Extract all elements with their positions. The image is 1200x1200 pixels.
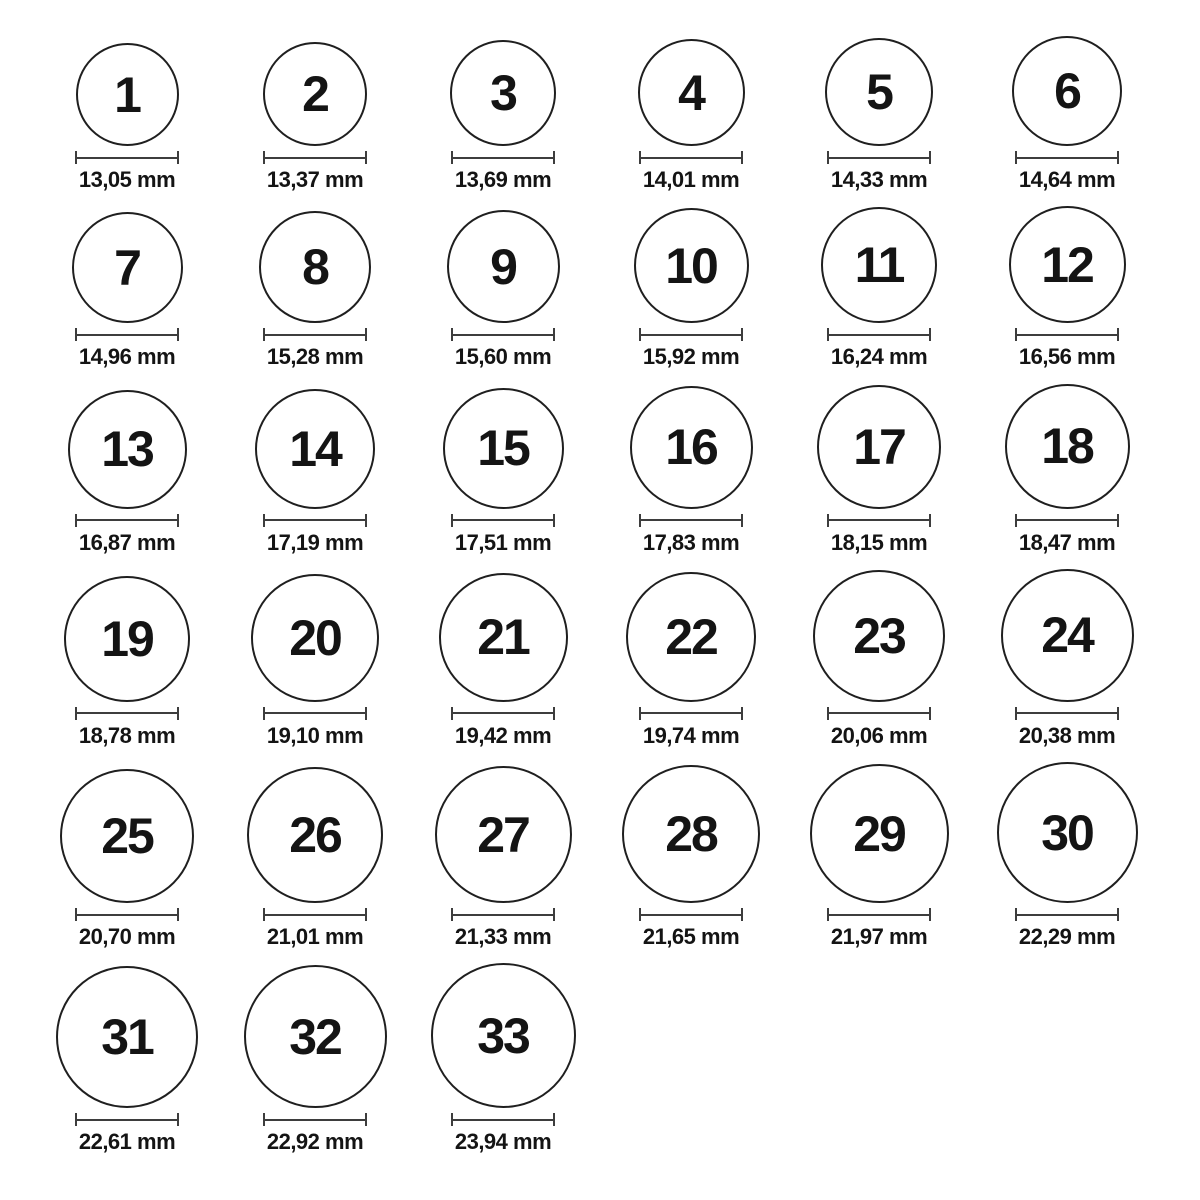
dimension-tick-right <box>929 151 931 164</box>
ring-circle <box>825 38 933 146</box>
diameter-dimension-line <box>827 707 931 720</box>
dimension-tick-right <box>177 514 179 527</box>
ring-circle <box>60 769 194 903</box>
dimension-bar <box>829 334 929 336</box>
dimension-tick-right <box>365 1113 367 1126</box>
ring-size-item <box>221 42 409 192</box>
ring-size-number: 18 <box>1041 418 1093 475</box>
ring-size-number: 29 <box>853 805 905 862</box>
ring-size-number: 14 <box>289 420 341 477</box>
dimension-bar <box>265 157 365 159</box>
dimension-tick-right <box>177 1113 179 1126</box>
ring-circle <box>443 388 564 509</box>
diameter-label: 15,92 mm <box>642 344 740 370</box>
diameter-dimension-line <box>75 328 179 341</box>
ring-size-item <box>33 43 221 192</box>
ring-size-number: 2 <box>302 66 328 122</box>
diameter-dimension-line <box>451 908 555 921</box>
ring-size-number: 26 <box>289 807 341 864</box>
dimension-tick-right <box>177 707 179 720</box>
diameter-label: 18,47 mm <box>1018 529 1116 555</box>
dimension-tick-right <box>741 151 743 164</box>
ring-circle <box>447 210 560 323</box>
ring-size-item <box>221 211 409 369</box>
dimension-tick-right <box>741 328 743 341</box>
dimension-bar <box>77 157 177 159</box>
ring-size-item <box>785 38 973 192</box>
ring-size-number: 23 <box>853 607 905 664</box>
dimension-tick-right <box>553 1113 555 1126</box>
ring-circle <box>450 40 556 146</box>
dimension-tick-right <box>1117 707 1119 720</box>
diameter-dimension-line <box>639 151 743 164</box>
dimension-bar <box>829 712 929 714</box>
ring-size-row <box>33 384 1200 555</box>
ring-size-number: 20 <box>289 609 341 666</box>
ring-size-item <box>973 762 1161 949</box>
dimension-bar <box>641 157 741 159</box>
ring-circle <box>259 211 371 323</box>
diameter-dimension-line <box>827 908 931 921</box>
diameter-label: 13,69 mm <box>454 167 552 192</box>
ring-size-number: 8 <box>302 239 328 296</box>
ring-size-row <box>33 36 1200 192</box>
ring-size-number: 33 <box>477 1007 529 1064</box>
dimension-bar <box>77 914 177 916</box>
dimension-tick-right <box>1117 514 1119 527</box>
dimension-bar <box>829 914 929 916</box>
dimension-bar <box>641 334 741 336</box>
dimension-bar <box>265 1119 365 1121</box>
dimension-bar <box>77 334 177 336</box>
dimension-tick-right <box>553 908 555 921</box>
ring-size-number: 17 <box>853 418 905 475</box>
ring-size-number: 15 <box>477 420 529 477</box>
ring-size-item <box>973 384 1161 555</box>
ring-size-item <box>409 40 597 192</box>
diameter-label: 21,33 mm <box>454 924 552 950</box>
diameter-label: 15,60 mm <box>454 344 552 370</box>
diameter-label: 21,65 mm <box>642 924 740 950</box>
dimension-bar <box>641 519 741 521</box>
dimension-bar <box>265 334 365 336</box>
ring-size-item <box>597 39 785 192</box>
ring-size-item <box>409 766 597 949</box>
diameter-label: 14,64 mm <box>1018 167 1116 192</box>
diameter-dimension-line <box>639 707 743 720</box>
diameter-dimension-line <box>75 908 179 921</box>
dimension-tick-right <box>365 514 367 527</box>
ring-size-item <box>785 207 973 369</box>
diameter-label: 22,61 mm <box>78 1129 176 1155</box>
dimension-tick-right <box>929 908 931 921</box>
dimension-tick-right <box>929 328 931 341</box>
ring-circle <box>1009 206 1126 323</box>
dimension-tick-right <box>553 328 555 341</box>
ring-size-number: 32 <box>289 1008 341 1065</box>
diameter-label: 20,70 mm <box>78 924 176 950</box>
dimension-tick-right <box>553 514 555 527</box>
ring-circle <box>263 42 367 146</box>
ring-size-number: 13 <box>101 421 153 478</box>
ring-circle <box>1001 569 1134 702</box>
diameter-dimension-line <box>1015 707 1119 720</box>
ring-size-item <box>33 576 221 748</box>
ring-circle <box>626 572 756 702</box>
ring-size-item <box>33 769 221 949</box>
ring-size-item <box>597 208 785 369</box>
diameter-dimension-line <box>639 328 743 341</box>
ring-circle <box>255 389 375 509</box>
ring-size-item <box>221 389 409 555</box>
ring-size-item <box>409 388 597 555</box>
dimension-bar <box>77 1119 177 1121</box>
ring-size-number: 31 <box>101 1009 153 1066</box>
dimension-tick-right <box>929 514 931 527</box>
diameter-dimension-line <box>263 514 367 527</box>
dimension-bar <box>453 914 553 916</box>
dimension-bar <box>1017 334 1117 336</box>
dimension-tick-right <box>365 908 367 921</box>
ring-size-item <box>597 765 785 949</box>
diameter-label: 17,83 mm <box>642 529 740 555</box>
diameter-label: 23,94 mm <box>454 1129 552 1155</box>
ring-size-number: 10 <box>665 237 717 294</box>
ring-size-number: 5 <box>866 64 892 120</box>
diameter-dimension-line <box>1015 514 1119 527</box>
ring-circle <box>435 766 572 903</box>
diameter-label: 14,96 mm <box>78 344 176 370</box>
dimension-bar <box>77 712 177 714</box>
dimension-bar <box>1017 519 1117 521</box>
diameter-dimension-line <box>1015 908 1119 921</box>
ring-circle <box>56 966 198 1108</box>
diameter-label: 14,01 mm <box>642 167 740 192</box>
diameter-dimension-line <box>451 707 555 720</box>
ring-size-item <box>973 206 1161 369</box>
ring-size-item <box>973 36 1161 192</box>
dimension-tick-right <box>741 908 743 921</box>
ring-size-item <box>221 965 409 1154</box>
ring-size-item <box>409 573 597 748</box>
diameter-dimension-line <box>451 514 555 527</box>
ring-circle <box>810 764 949 903</box>
dimension-bar <box>641 712 741 714</box>
diameter-dimension-line <box>1015 151 1119 164</box>
ring-circle <box>64 576 190 702</box>
ring-circle <box>247 767 383 903</box>
ring-size-number: 6 <box>1054 63 1080 119</box>
dimension-bar <box>77 519 177 521</box>
ring-size-number: 22 <box>665 608 717 665</box>
dimension-tick-right <box>365 707 367 720</box>
ring-size-row <box>33 762 1200 949</box>
dimension-tick-right <box>741 707 743 720</box>
dimension-tick-right <box>1117 328 1119 341</box>
ring-circle <box>638 39 745 146</box>
dimension-tick-right <box>365 328 367 341</box>
diameter-label: 19,42 mm <box>454 722 552 748</box>
ring-circle <box>817 385 941 509</box>
ring-size-item <box>33 212 221 369</box>
ring-size-number: 19 <box>101 610 153 667</box>
ring-circle <box>622 765 760 903</box>
ring-circle <box>630 386 753 509</box>
ring-size-row <box>33 569 1200 748</box>
diameter-label: 19,74 mm <box>642 722 740 748</box>
dimension-bar <box>453 519 553 521</box>
ring-size-item <box>785 385 973 555</box>
diameter-dimension-line <box>827 328 931 341</box>
dimension-bar <box>453 157 553 159</box>
ring-circle <box>251 574 379 702</box>
dimension-tick-right <box>553 707 555 720</box>
diameter-dimension-line <box>75 151 179 164</box>
ring-size-item <box>597 386 785 555</box>
diameter-dimension-line <box>75 707 179 720</box>
dimension-bar <box>265 519 365 521</box>
ring-size-item <box>221 767 409 949</box>
ring-size-number: 4 <box>678 64 704 121</box>
ring-size-number: 30 <box>1041 804 1093 861</box>
dimension-tick-right <box>741 514 743 527</box>
diameter-dimension-line <box>75 514 179 527</box>
diameter-label: 16,87 mm <box>78 529 176 555</box>
dimension-bar <box>1017 914 1117 916</box>
diameter-dimension-line <box>263 908 367 921</box>
diameter-label: 21,01 mm <box>266 924 364 950</box>
ring-circle <box>997 762 1138 903</box>
ring-size-item <box>409 210 597 369</box>
ring-size-number: 7 <box>114 239 140 296</box>
dimension-bar <box>453 1119 553 1121</box>
ring-size-number: 11 <box>854 237 904 294</box>
ring-size-item <box>785 570 973 748</box>
ring-size-number: 12 <box>1041 236 1093 293</box>
diameter-dimension-line <box>263 1113 367 1126</box>
ring-size-number: 27 <box>477 806 529 863</box>
ring-circle <box>431 963 576 1108</box>
ring-size-item <box>221 574 409 748</box>
diameter-label: 13,05 mm <box>78 167 176 192</box>
diameter-label: 18,78 mm <box>78 722 176 748</box>
diameter-label: 19,10 mm <box>266 722 364 748</box>
ring-size-row <box>33 963 1200 1154</box>
ring-size-item <box>973 569 1161 748</box>
ring-size-number: 24 <box>1041 607 1093 664</box>
ring-size-number: 25 <box>101 808 153 865</box>
ring-size-item <box>409 963 597 1154</box>
diameter-label: 22,92 mm <box>266 1129 364 1155</box>
diameter-dimension-line <box>451 1113 555 1126</box>
dimension-tick-right <box>177 908 179 921</box>
ring-circle <box>439 573 568 702</box>
ring-size-item <box>785 764 973 949</box>
dimension-bar <box>453 334 553 336</box>
diameter-dimension-line <box>827 151 931 164</box>
diameter-label: 14,33 mm <box>830 167 928 192</box>
ring-circle <box>68 390 187 509</box>
dimension-bar <box>829 519 929 521</box>
ring-size-number: 1 <box>114 66 140 123</box>
ring-circle <box>1012 36 1122 146</box>
diameter-dimension-line <box>263 328 367 341</box>
ring-size-number: 28 <box>665 806 717 863</box>
diameter-dimension-line <box>75 1113 179 1126</box>
dimension-bar <box>829 157 929 159</box>
diameter-label: 15,28 mm <box>266 344 364 370</box>
diameter-label: 21,97 mm <box>830 924 928 950</box>
ring-circle <box>821 207 937 323</box>
diameter-dimension-line <box>639 514 743 527</box>
diameter-label: 16,56 mm <box>1018 344 1116 370</box>
ring-size-item <box>597 572 785 748</box>
ring-circle <box>1005 384 1130 509</box>
ring-size-item <box>33 390 221 555</box>
diameter-dimension-line <box>451 328 555 341</box>
dimension-tick-right <box>365 151 367 164</box>
ring-size-number: 3 <box>490 65 516 121</box>
ring-circle <box>813 570 945 702</box>
ring-size-item <box>33 966 221 1154</box>
dimension-bar <box>1017 712 1117 714</box>
diameter-label: 16,24 mm <box>830 344 928 370</box>
diameter-label: 22,29 mm <box>1018 924 1116 950</box>
diameter-dimension-line <box>639 908 743 921</box>
diameter-label: 20,06 mm <box>830 722 928 748</box>
dimension-bar <box>265 914 365 916</box>
diameter-dimension-line <box>827 514 931 527</box>
diameter-dimension-line <box>263 707 367 720</box>
dimension-tick-right <box>177 328 179 341</box>
dimension-bar <box>1017 157 1117 159</box>
dimension-bar <box>265 712 365 714</box>
diameter-dimension-line <box>263 151 367 164</box>
dimension-bar <box>641 914 741 916</box>
dimension-tick-right <box>929 707 931 720</box>
diameter-label: 20,38 mm <box>1018 722 1116 748</box>
diameter-dimension-line <box>1015 328 1119 341</box>
dimension-bar <box>453 712 553 714</box>
ring-circle <box>72 212 183 323</box>
dimension-tick-right <box>1117 908 1119 921</box>
diameter-label: 17,19 mm <box>266 529 364 555</box>
ring-circle <box>634 208 749 323</box>
ring-size-row <box>33 206 1200 369</box>
ring-circle <box>244 965 387 1108</box>
ring-circle <box>76 43 179 146</box>
diameter-dimension-line <box>451 151 555 164</box>
ring-size-number: 21 <box>477 609 529 666</box>
dimension-tick-right <box>177 151 179 164</box>
diameter-label: 17,51 mm <box>454 529 552 555</box>
ring-size-number: 9 <box>490 238 516 295</box>
dimension-tick-right <box>1117 151 1119 164</box>
ring-size-number: 16 <box>665 419 717 476</box>
dimension-tick-right <box>553 151 555 164</box>
diameter-label: 13,37 mm <box>266 167 364 192</box>
diameter-label: 18,15 mm <box>830 529 928 555</box>
